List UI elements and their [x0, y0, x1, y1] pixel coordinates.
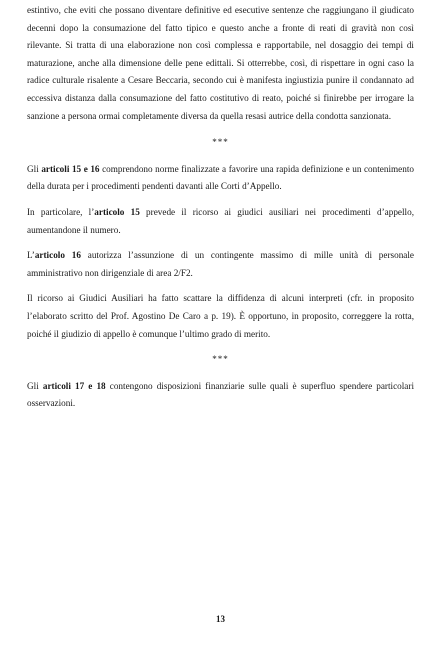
paragraph-giudici-ausiliari: Il ricorso ai Giudici Ausiliari ha fatto scattare la diffidenza di alcuni interpreti (cfr. in proposito l’elaborato scritto del Prof. Agostino De Caro a p. 19). È opportuno, in proposito, correggere la rotta, poiché il giudizio di appello è comunque l’ultimo grado di merito.: [27, 293, 414, 339]
text-run: autorizza l’assunzione di un contingente massimo di mille unità di personale amministrativo non dirigenziale di area 2/F2.: [27, 250, 414, 278]
text-run: L’: [27, 250, 35, 261]
section-separator: ***: [212, 137, 229, 148]
section-separator: ***: [212, 354, 229, 365]
bold-reference: articolo 16: [34, 250, 81, 261]
paragraph-articolo-15: [27, 204, 414, 239]
bold-reference: articoli 15 e 16: [41, 163, 100, 174]
bold-reference: articoli 17 e 18: [42, 380, 106, 391]
text-run: contengono disposizioni finanziarie sulle quali è superfluo spendere particolari osservazioni.: [27, 380, 414, 409]
paragraph-articolo-16: [27, 247, 414, 282]
bold-reference: articolo 15: [94, 206, 140, 217]
text-run: In particolare, l’: [27, 206, 95, 217]
text-run: Gli: [27, 163, 42, 174]
text-run: comprendono norme finalizzate a favorire una rapida definizione e un contenimento della durata per i procedimenti pendenti davanti alle Corti d’Appello.: [27, 163, 414, 192]
text-run: prevede il ricorso ai giudici ausiliari nei procedimenti d’appello, aumentandone il numero.: [27, 206, 415, 235]
paragraph-articoli-15-16: [27, 161, 414, 196]
page-number: 13: [216, 614, 225, 624]
paragraph-articoli-17-18: [27, 378, 414, 413]
paragraph-beccaria: estintivo, che eviti che possano diventare definitive ed esecutive sentenze che raggiungano il giudicato decenni dopo la consumazione del fatto tipico e questo anche a fronte di reati di gravità non così rilevante. Si tratta di una elaborazione non così complessa e rapportabile, nel dosaggio dei tempi di maturazione, anche alla dimensione delle pene edittali. Si otterrebbe, così, di rispettare in ogni caso la radice culturale risalente a Cesare Beccaria, secondo cui è manifesta ingiustizia punire il condannato ad eccessiva distanza dalla consumazione del fatto costitutivo di reato, poiché si finirebbe per irrogare la sanzione a persona ormai completamente diversa da quella resasi autrice della condotta sanzionata.: [27, 5, 414, 121]
text-run: Gli: [27, 380, 43, 391]
